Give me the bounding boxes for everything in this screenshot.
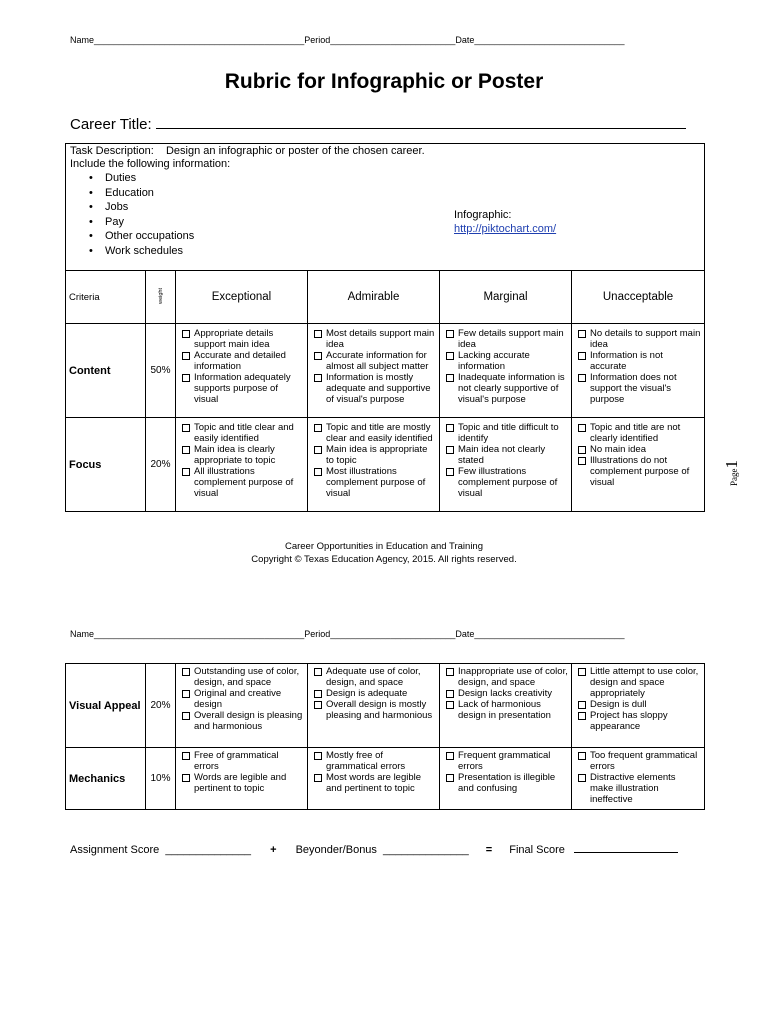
page-number [722,460,742,486]
task-description: Task Description: Design an infographic or poster of the chosen career. [70,145,425,157]
rubric-cell [176,324,308,418]
plus-sign: + [270,844,277,856]
infographic-label: Infographic: [454,209,512,221]
checkbox-item[interactable]: Most details support main idea [326,328,435,350]
level-header-exceptional: Exceptional [176,271,308,324]
infographic-info [454,208,556,236]
level-header-unacceptable: Unacceptable [572,271,705,324]
checkbox-item[interactable]: Mostly free of grammatical errors [326,750,436,772]
equals-sign: = [485,844,493,856]
checkbox-item[interactable]: Design lacks creativity [458,688,568,699]
checkbox-item[interactable]: Adequate use of color, design, and space [326,666,436,688]
checkbox-item[interactable]: Inadequate information is not clearly supportive of visual's purpose [458,372,568,405]
career-title-label: Career Title: [70,116,152,133]
table-row [66,418,705,512]
list-item: • Duties [105,171,700,186]
include-heading: Include the following information: [70,158,231,170]
checkbox-item[interactable]: No details to support main idea [590,328,701,350]
checkbox-item[interactable]: Main idea not clearly stated [458,444,568,466]
checkbox-item[interactable]: Information adequately supports purpose of visual [194,372,304,405]
task-description-cell [66,144,705,271]
checkbox-item[interactable]: Overall design is pleasing and harmonious [194,710,303,732]
checkbox-item[interactable]: Appropriate details support main idea [194,328,304,350]
checkbox-item[interactable]: No main idea [590,444,701,455]
rubric-cell [572,748,705,810]
checkbox-item[interactable]: Original and creative design [194,688,304,710]
rubric-table-2 [65,663,705,810]
rubric-cell [440,664,572,748]
checkbox-item[interactable]: Topic and title difficult to identify [458,422,568,444]
weight-header-label: weight [157,287,164,304]
assignment-score[interactable]: Assignment Score ______________ [70,844,252,856]
criteria-weight: 20% [146,664,176,748]
checkbox-item[interactable]: Topic and title are not clearly identified [590,422,701,444]
table-row [66,748,705,810]
footer [0,540,768,566]
criteria-label: Focus [66,418,146,512]
rubric-cell [308,748,440,810]
checkbox-item[interactable]: Design is dull [590,699,701,710]
weight-header [146,271,176,324]
rubric-cell [176,418,308,512]
checkbox-item[interactable]: Free of grammatical errors [194,750,304,772]
criteria-label: Visual Appeal [66,664,146,748]
list-item: • Work schedules [105,244,700,259]
checkbox-item[interactable]: Most words are legible and pertinent to topic [326,772,436,794]
rubric-cell [440,324,572,418]
rubric-cell [308,418,440,512]
checkbox-item[interactable]: Overall design is mostly pleasing and harmonious [326,699,436,721]
checkbox-item[interactable]: Most illustrations complement purpose of visual [326,466,436,499]
bonus-score[interactable]: Beyonder/Bonus ______________ [295,844,469,856]
checkbox-item[interactable]: All illustrations complement purpose of visual [194,466,304,499]
checkbox-item[interactable]: Distractive elements make illustration ineffective [590,772,701,805]
checkbox-item[interactable]: Information does not support the visual's purpose [590,372,701,405]
rubric-table-1 [65,143,705,512]
list-item: • Pay [105,215,700,230]
rubric-cell [440,748,572,810]
criteria-label: Content [66,324,146,418]
criteria-weight: 20% [146,418,176,512]
checkbox-item[interactable]: Presentation is illegible and confusing [458,772,568,794]
checkbox-item[interactable]: Lacking accurate information [458,350,568,372]
list-item: • Other occupations [105,229,700,244]
infographic-link[interactable]: http://piktochart.com/ [454,223,557,235]
criteria-weight: 50% [146,324,176,418]
name-period-date-line: Name__________________________________________Period_________________________Date______________________________ [70,35,625,45]
rubric-cell [308,664,440,748]
level-header-marginal: Marginal [440,271,572,324]
criteria-header: Criteria [66,271,146,324]
rubric-header-row [66,271,705,324]
level-header-admirable: Admirable [308,271,440,324]
checkbox-item[interactable]: Illustrations do not complement purpose of visual [590,455,701,488]
checkbox-item[interactable]: Design is adequate [326,688,436,699]
checkbox-item[interactable]: Accurate and detailed information [194,350,304,372]
checkbox-item[interactable]: Main idea is appropriate to topic [326,444,436,466]
list-item: • Jobs [105,200,700,215]
rubric-cell [308,324,440,418]
include-list [70,171,700,258]
table-row [66,664,705,748]
list-item: • Education [105,186,700,201]
checkbox-item[interactable]: Words are legible and pertinent to topic [194,772,304,794]
rubric-cell [176,664,308,748]
rubric-cell [440,418,572,512]
name-period-date-line: Name__________________________________________Period_________________________Date______________________________ [70,629,625,639]
footer-copyright: Copyright © Texas Education Agency, 2015. All rights reserved. [251,554,517,565]
table-row [66,324,705,418]
page-word: Page [729,468,739,486]
final-score-blank[interactable] [574,840,678,853]
checkbox-item[interactable]: Frequent grammatical errors [458,750,568,772]
checkbox-item[interactable]: Information is mostly adequate and supportive of visual's purpose [326,372,436,405]
footer-line-1: Career Opportunities in Education and Training [284,541,484,552]
rubric-cell [572,664,705,748]
career-title-blank[interactable] [156,114,686,129]
rubric-cell [176,748,308,810]
checkbox-item[interactable]: Little attempt to use color, design and space appropriately [590,666,701,699]
checkbox-item[interactable]: Too frequent grammatical errors [590,750,701,772]
checkbox-item[interactable]: Few illustrations complement purpose of visual [458,466,568,499]
page-title: Rubric for Infographic or Poster [224,70,544,93]
checkbox-item[interactable]: Main idea is clearly appropriate to topic [194,444,304,466]
checkbox-item[interactable]: Lack of harmonious design in presentation [458,699,568,721]
score-line [70,840,678,856]
criteria-label: Mechanics [66,748,146,810]
checkbox-item[interactable]: Inappropriate use of color, design, and space [458,666,568,688]
checkbox-item[interactable]: Project has sloppy appearance [590,710,701,732]
career-title-row [70,114,686,133]
checkbox-item[interactable]: Outstanding use of color, design, and space [194,666,304,688]
page-number-value: 1 [722,460,741,469]
rubric-cell [572,324,705,418]
checkbox-item[interactable]: Topic and title clear and easily identified [194,422,304,444]
checkbox-item[interactable]: Topic and title are mostly clear and easily identified [326,422,436,444]
criteria-weight: 10% [146,748,176,810]
rubric-cell [572,418,705,512]
checkbox-item[interactable]: Accurate information for almost all subject matter [326,350,436,372]
checkbox-item[interactable]: Information is not accurate [590,350,701,372]
final-score-label: Final Score [509,844,565,856]
checkbox-item[interactable]: Few details support main idea [458,328,568,350]
